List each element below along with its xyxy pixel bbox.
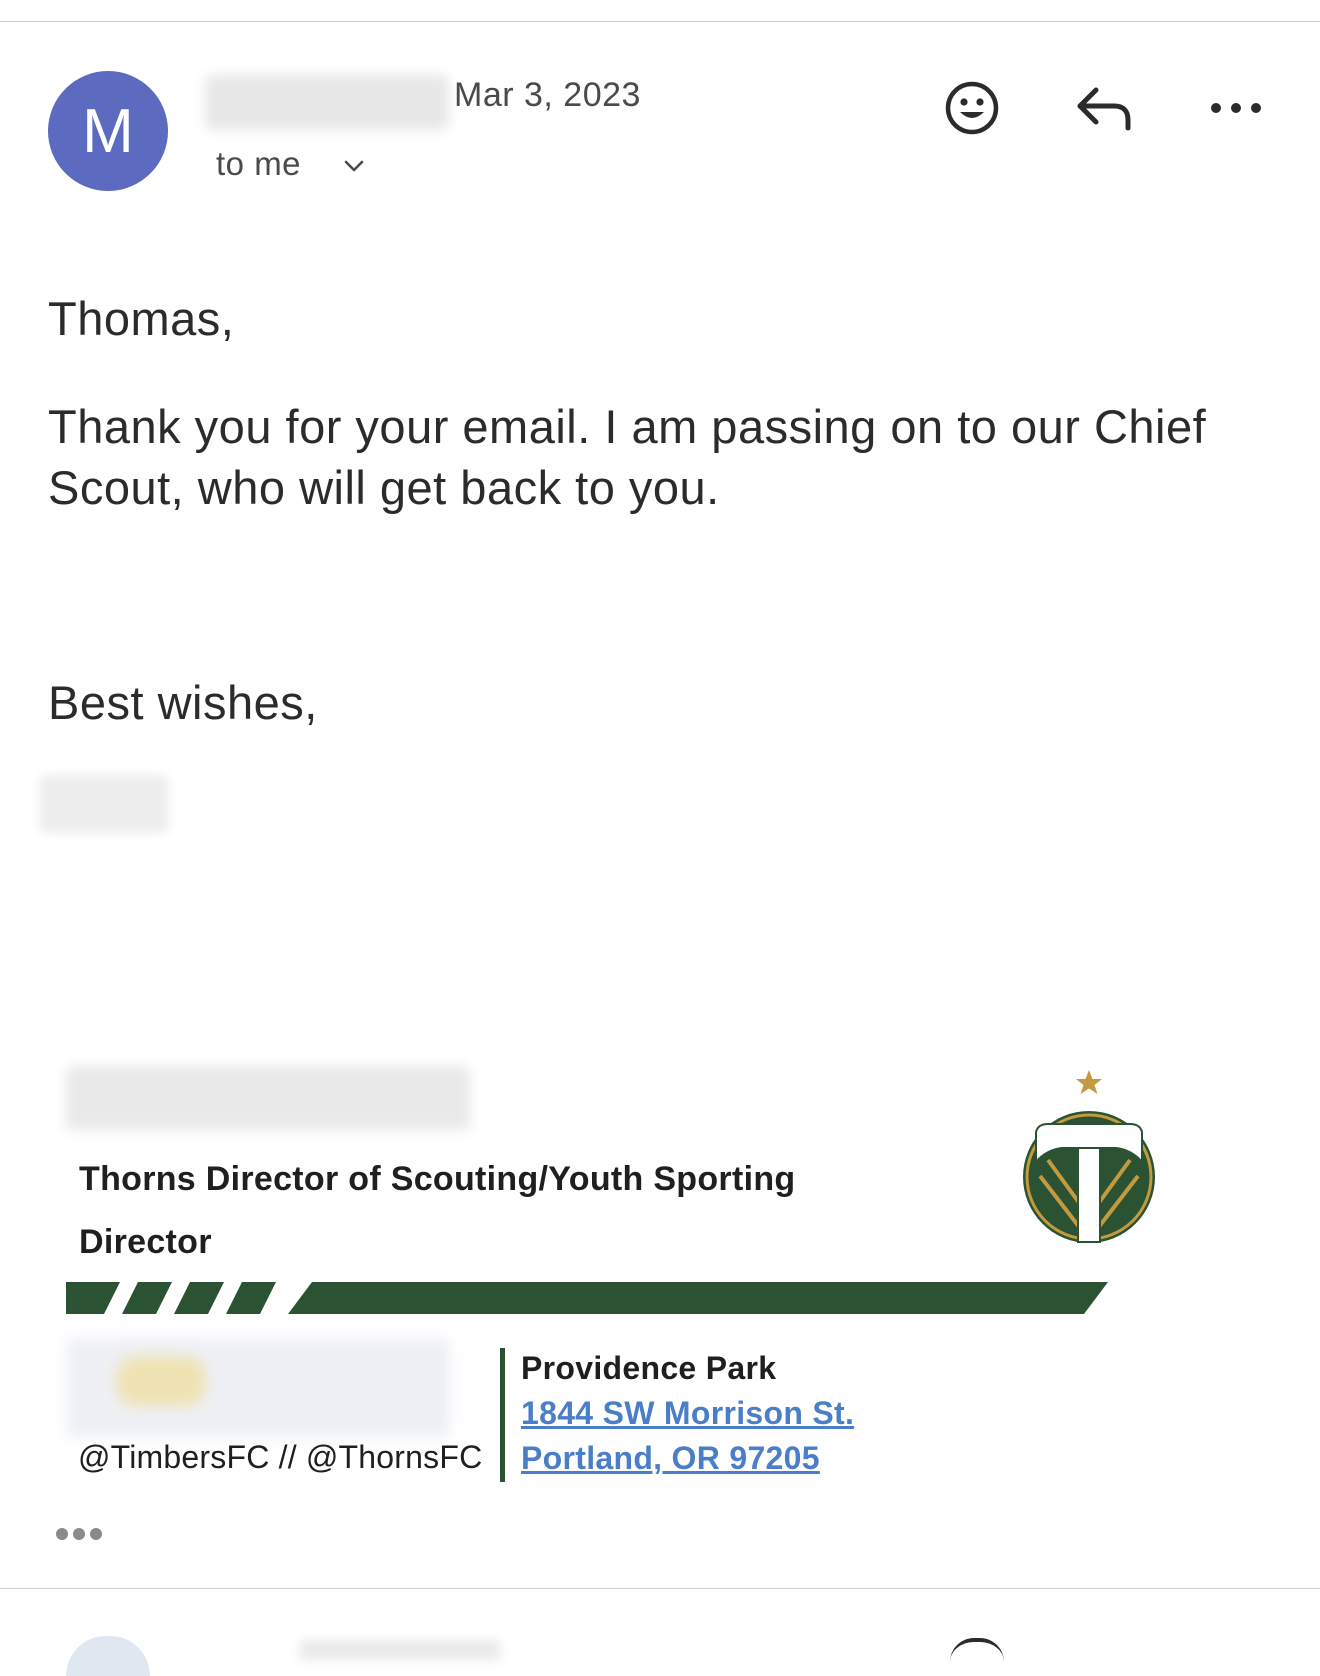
venue-name: Providence Park — [521, 1350, 777, 1386]
signature-divider — [500, 1348, 505, 1482]
chevron-down-icon[interactable] — [342, 156, 366, 176]
address-link-line1[interactable]: 1844 SW Morrison St. — [521, 1395, 855, 1431]
recipient-label[interactable]: to me — [216, 145, 302, 182]
reply-icon[interactable] — [1074, 82, 1136, 134]
top-divider — [0, 21, 1320, 22]
body-greeting: Thomas, — [48, 292, 235, 345]
brand-stripe — [60, 1278, 1120, 1318]
address-link-line2[interactable]: Portland, OR 97205 — [521, 1440, 820, 1476]
social-handles: @TimbersFC // @ThornsFC — [78, 1439, 483, 1475]
sender-name-redacted[interactable] — [205, 75, 449, 130]
signature-title: Thorns Director of Scouting/Youth Sporting Director — [79, 1160, 796, 1261]
smiley-icon[interactable] — [944, 80, 1000, 136]
sender-avatar[interactable] — [48, 71, 168, 191]
body-closing: Best wishes, — [48, 676, 318, 729]
timbers-logo-icon — [1014, 1068, 1164, 1250]
signature-name-redacted — [66, 1066, 470, 1130]
message-divider — [0, 1588, 1320, 1589]
signoff-name-redacted — [40, 775, 168, 833]
more-icon[interactable] — [1206, 96, 1266, 120]
body-paragraph: Thank you for your email. I am passing on to our Chief Scout, who will get back to you. — [48, 400, 1207, 514]
next-message-avatar[interactable] — [66, 1636, 150, 1676]
next-message-header-redacted — [300, 1640, 500, 1660]
next-smiley-icon[interactable] — [950, 1638, 1004, 1662]
social-icons-redacted[interactable] — [66, 1338, 450, 1438]
show-trimmed-content-icon[interactable] — [54, 1526, 104, 1542]
avatar-letter: M — [82, 96, 134, 166]
message-date: Mar 3, 2023 — [454, 76, 641, 114]
